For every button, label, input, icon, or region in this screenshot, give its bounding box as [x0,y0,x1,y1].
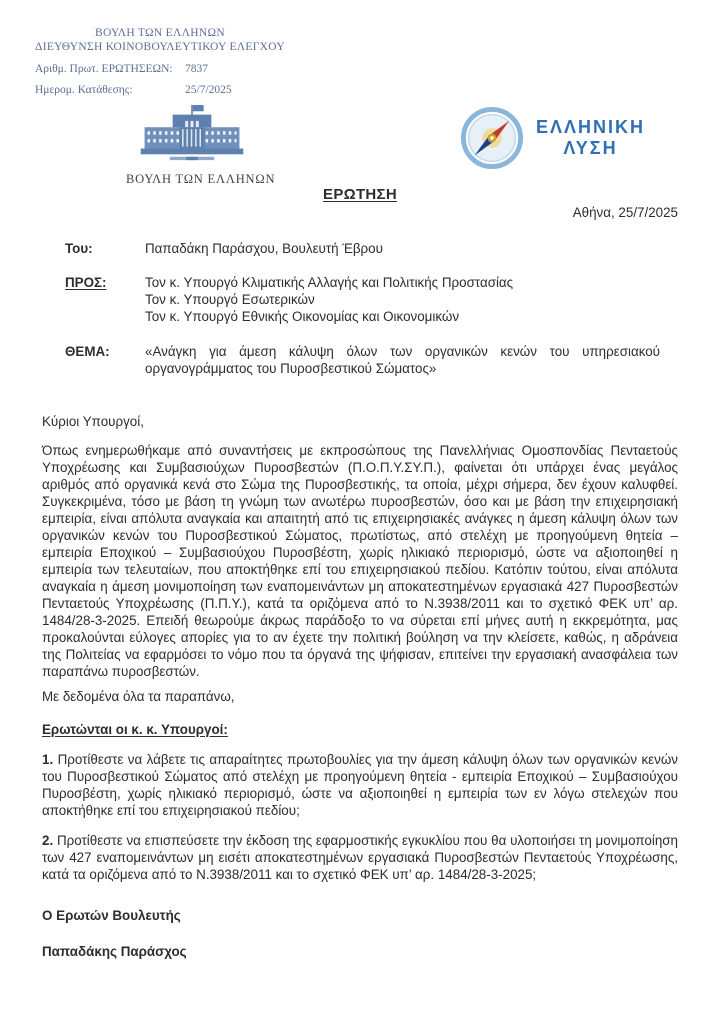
question-number: 2. [42,833,54,848]
party-name-line1: ΕΛΛΗΝΙΚΗ [536,117,646,137]
compass-icon [458,106,526,170]
party-name-line2: ΛΥΣΗ [563,138,618,158]
closing-line: Ο Ερωτών Βουλευτής [42,908,181,923]
place-date-line: Αθήνα, 25/7/2025 [572,205,678,220]
letter-body [42,186,678,960]
question-number: 1. [42,752,54,767]
subject-value: «Ανάγκη για άμεση κάλυψη όλων των οργανικών κενών του υπηρεσιακού οργανογράμματος του Πυροσβεστικού Σώματος» [145,344,660,376]
protocol-number-row [35,63,232,84]
body-paragraph: Όπως ενημερωθήκαμε από συναντήσεις με εκπροσώπους της Πανελλήνιας Ομοσπονδίας Πενταετούς Υποχρέωσης και Συμβασιούχων Πυροσβεστών (Π.Ο.Π.Υ.ΣΥ.Π.), φαίνεται ότι υπάρχει ένας μεγάλος αριθμός από οργανικά κενά στο Σώμα της Πυροσβεστικής, τα οποία, μέχρι σήμερα, δεν έχουν καλυφθεί. Συγκεκριμένα, τόσο με βάση τη γνώμη των ανωτέρω πυροσβεστών, όσο και με βάση την επιχειρησιακή εμπειρία, είναι απόλυτα αναγκαία και απαιτητή από τις επιχειρησιακές ανάγκες η άμεση κάλυψη όλων των οργανικών κενών του Πυροσβεστικού Σώματος, πρωτίστως, από στελέχη με προηγούμενη θητεία – εμπειρία Εποχικού – Συμβασιούχου Πυροσβέστη, χωρίς ηλικιακό περιορισμό, ώστε να αξιοποιηθεί η εμπειρία των τελευταίων, που αποκτήθηκε επί του επιχειρησιακού πεδίου. Κατόπιν τούτου, είναι απόλυτα αναγκαία η άμεση μονιμοποίηση των εναπομεινάντων μη αποκατεστημένων εργασιακά 427 Πυροσβεστών Πενταετούς Υποχρέωσης (Π.Π.Υ.), κατά τα οριζόμενα από το Ν.3938/2011 και το σχετικό ΦΕΚ υπ’ αρ. 1484/28-3-2025. Επειδή θεωρούμε άκρως παράδοξο το να σύρεται επί μήνες αυτή η εκκρεμότητα, μας προκαλούνται εύλογες απορίες για το αν έχετε την πολιτική βούληση να την κλείσετε, καθώς, η αδράνεια της Πολιτείας να εφαρμόσει το νόμο που τα όργανά της ψήφισαν, επιτείνει την εργασιακή ανασφάλεια των παραπάνω πυροσβεστών. [42,443,678,679]
protocol-number-label: Αριθμ. Πρωτ. ΕΡΩΤΗΣΕΩΝ: [35,63,173,75]
letter-title: ΕΡΩΤΗΣΗ [323,186,397,203]
from-label: Του: [65,241,93,256]
protocol-date-row [35,84,232,105]
recipient-line: Τον κ. Υπουργό Εθνικής Οικονομίας και Οικονομικών [145,309,460,324]
salutation: Κύριοι Υπουργοί, [42,414,144,429]
to-label: ΠΡΟΣ: [65,275,107,290]
recipient-line: Τον κ. Υπουργό Κλιματικής Αλλαγής και Πολιτικής Προστασίας [145,275,514,290]
parliament-logo [126,104,276,187]
letter-title-wrap [42,186,678,203]
recipient-line: Τον κ. Υπουργό Εσωτερικών [145,292,315,307]
org-name: ΒΟΥΛΗ ΤΩΝ ΕΛΛΗΝΩΝ [94,27,225,39]
parliament-caption: ΒΟΥΛΗ ΤΩΝ ΕΛΛΗΝΩΝ [126,172,276,186]
signature-name: Παπαδάκης Παράσχος [42,944,187,959]
subject-label: ΘΕΜΑ: [65,344,110,359]
party-logo [458,106,645,170]
org-header [35,26,285,54]
party-name [536,117,645,159]
org-department: ΔΙΕΥΘΥΝΣΗ ΚΟΙΝΟΒΟΥΛΕΥΤΙΚΟΥ ΕΛΕΓΧΟΥ [35,41,285,53]
protocol-date-value: 25/7/2025 [185,84,232,96]
question-item-2 [42,832,678,883]
questions-heading: Ερωτώνται οι κ. κ. Υπουργοί: [42,722,228,737]
protocol-date-label: Ημερομ. Κατάθεσης: [35,84,133,96]
question-text: Προτίθεστε να επισπεύσετε την έκδοση της εφαρμοστικής εγκυκλίου που θα υλοποιήσει τη μονιμοποίηση των 427 εναπομεινάντων μη εισέτι αποκατεστημένων εργασιακά Πυροσβεστών Πενταετούς Υποχρέωσης, κατά τα οριζόμενα από το Ν.3938/2011 και το σχετικό ΦΕΚ υπ’ αρ. 1484/28-3-2025; [42,833,678,882]
question-item-1 [42,751,678,819]
transition-line: Με δεδομένα όλα τα παραπάνω, [42,689,235,704]
protocol-number-value: 7837 [185,63,208,75]
parliament-building-icon [129,104,255,164]
subject-row [65,343,660,377]
to-row [65,274,660,325]
protocol-block [35,63,232,105]
to-recipients [145,274,660,325]
from-row [65,240,660,257]
question-text: Προτίθεστε να λάβετε τις απαραίτητες πρωτοβουλίες για την άμεση κάλυψη όλων των οργανικών κενών του Πυροσβεστικού Σώματος από στελέχη με προηγούμενη θητεία - εμπειρία Εποχικού – Συμβασιούχου Πυροσβέστη, χωρίς ηλικιακό περιορισμό, ώστε να αξιοποιηθεί η εμπειρία των εν λόγω στελεχών που αποκτήθηκε επί του επιχειρησιακού πεδίου; [42,752,678,818]
from-value: Παπαδάκη Παράσχου, Βουλευτή Έβρου [145,241,383,256]
